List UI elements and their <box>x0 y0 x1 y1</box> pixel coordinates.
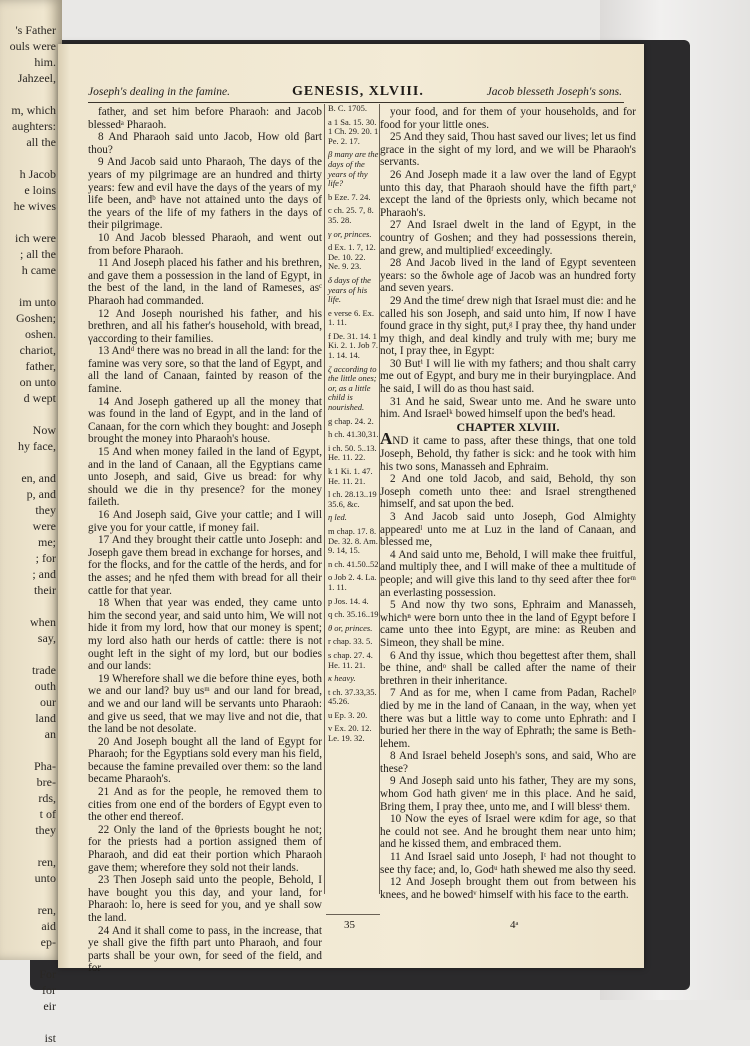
margin-reference: β many are the days of the years of thy life? <box>328 149 379 189</box>
left-page-fragment: d wept <box>23 391 56 405</box>
margin-reference: ζ according to the little ones; or, as a little child is nourished. <box>328 363 377 413</box>
left-page-fragment: land <box>35 711 56 725</box>
left-page-fragment: ich were <box>15 231 56 245</box>
margin-reference: γ or, princes. <box>328 228 372 239</box>
left-page-fragment: Goshen; <box>16 311 56 325</box>
verse-paragraph: 8 And Pharaoh said unto Jacob, How old βart thou? <box>88 131 322 156</box>
verse-paragraph: 17 And they brought their cattle unto Joseph: and Joseph gave them bread in exchange for horses, and for the flocks, and for the cattle of the herds, and for the asses; and he ηfed them with bread for all their cattle for that year. <box>88 534 322 597</box>
margin-reference: δ days of the years of his life. <box>328 274 371 305</box>
text-column-left <box>88 106 322 975</box>
left-page-fragment: bre- <box>36 775 56 789</box>
verse-paragraph: 10 Now the eyes of Israel were κdim for age, so that he could not see. And he brought them near unto him; and he kissed them, and embraced them. <box>380 813 636 851</box>
header-book-title: GENESIS, XLVIII. <box>292 84 424 99</box>
left-page-fragment: rds, <box>38 791 56 805</box>
margin-reference: f De. 31. 14. 1 Ki. 2. 1. Job 7. 1. 14. 14. <box>328 330 379 361</box>
left-page-fragment: ; for <box>35 551 56 565</box>
left-page-fragment: for <box>42 983 56 997</box>
left-page-fragment: m, which <box>11 103 56 117</box>
margin-reference: a 1 Sa. 15. 30. 1 Ch. 29. 20. 1 Pe. 2. 17. <box>328 116 379 146</box>
verse-paragraph: 20 And Joseph bought all the land of Egypt for Pharaoh; for the Egyptians sold every man his field, because the famine prevailed over them: so the land became Pharaoh's. <box>88 735 322 786</box>
left-page-fragment: chariot, <box>19 343 56 357</box>
margin-reference: d Ex. 1. 7, 12. De. 10. 22. Ne. 9. 23. <box>328 242 376 272</box>
verse-paragraph: 25 And they said, Thou hast saved our lives; let us find grace in the sight of my lord, and we will be Pharaoh's servants. <box>380 131 636 169</box>
margin-reference: B. C. 1705. <box>328 103 367 113</box>
margin-reference: g chap. 24. 2. <box>328 415 374 426</box>
left-page-fragment <box>0 150 62 166</box>
running-header <box>88 84 628 102</box>
left-page-fragment: all the <box>26 135 56 149</box>
left-page-fragment <box>0 886 62 902</box>
margin-reference: o Job 2. 4. La. 1. 11. <box>328 572 377 592</box>
verse-paragraph: 24 And it shall come to pass, in the increase, that ye shall give the fifth part unto Pharaoh, and four parts shall be your own, for seed of the field, and for <box>88 924 322 975</box>
left-page-fragment: they <box>35 823 56 837</box>
verse-paragraph: 10 And Jacob blessed Pharaoh, and went out from before Pharaoh. <box>88 231 322 257</box>
verse-paragraph: 7 And as for me, when I came from Padan, Rachelᵖ died by me in the land of Canaan, in the way, when yet there was but a little way to come unto Ephrath: and I buried her there in the way of Ephrath; the same is Beth-lehem. <box>380 687 636 750</box>
margin-reference: i ch. 50. 5..13. He. 11. 22. <box>328 442 377 463</box>
verse-paragraph: 16 And Joseph said, Give your cattle; and I will give you for your cattle, if money fail. <box>88 509 322 534</box>
verse-paragraph: 5 And now thy two sons, Ephraim and Manasseh, whichⁿ were born unto thee in the land of Egypt before I came unto thee into Egypt, are mine: as Reuben and Simeon, they shall be mine. <box>380 599 636 649</box>
verse-paragraph: 9 And Jacob said unto Pharaoh, The days of the years of my pilgrimage are an hundred and thirty years: few and evil have the days of the years of my life been, andᵇ have not attained unto the days of the years of the life of my fathers in the days of their pilgrimage. <box>88 156 322 232</box>
book-page <box>58 44 644 975</box>
verse-paragraph: 12 And Joseph brought them out from between his knees, and he bowedᵛ himself with his face to the earth. <box>380 876 636 901</box>
footer-rule <box>326 914 380 915</box>
left-page-fragment: h came <box>21 263 56 277</box>
left-page-fragment: Jahzeel, <box>17 71 56 85</box>
verse-paragraph: 31 And he said, Swear unto me. And he sware unto him. And Israelᵏ bowed himself upon the bed's head. <box>380 395 636 421</box>
margin-reference: l ch. 28.13..19 35.6, &c. <box>328 489 377 509</box>
left-page-fragment: For <box>39 967 56 981</box>
left-page-fragment: outh <box>34 679 56 693</box>
margin-reference: n ch. 41.50..52 <box>328 558 379 569</box>
left-page-fragment: he wives <box>13 199 56 213</box>
left-page-fragment: me; <box>38 535 56 549</box>
left-page-fragment: him. <box>34 55 56 69</box>
left-page-fragment: our <box>40 695 56 709</box>
left-page-fragment: were <box>32 519 56 533</box>
left-page-fragment: ; all the <box>20 247 56 261</box>
left-page-fragment: unto <box>34 871 56 885</box>
left-page-fragment <box>0 838 62 854</box>
header-right: Jacob blesseth Joseph's sons. <box>486 86 622 98</box>
left-page-fragment: eir <box>43 999 56 1013</box>
drop-initial: A <box>380 429 393 449</box>
left-page-fragment: ; and <box>32 567 56 581</box>
verse-paragraph <box>380 429 636 473</box>
left-page-fragment: ren, <box>37 903 56 917</box>
left-page-fragment: ren, <box>37 855 56 869</box>
verse-paragraph: 19 Wherefore shall we die before thine eyes, both we and our land? buy usᵐ and our land for bread, and we and our land will be servants unto Pharaoh: and give us seed, that we may live and not die, that the land be not desolate. <box>88 672 322 736</box>
margin-reference: h ch. 41.30,31. <box>328 429 379 440</box>
left-page-fragment: 's Father <box>15 23 56 37</box>
margin-reference: b Eze. 7. 24. <box>328 191 371 202</box>
verse-paragraph: 22 Only the land of the θpriests bought he not; for the priests had a portion assigned them of Pharaoh, and did eat their portion which Pharaoh gave them; wherefore they sold not their lands. <box>88 823 322 874</box>
verse-paragraph: 11 And Israel said unto Joseph, Iᵗ had not thought to see thy face; and, lo, Godᵘ hath shewed me also thy seed. <box>380 851 636 876</box>
left-page-fragment: h Jacob <box>19 167 56 181</box>
left-page-fragment: father, <box>25 359 56 373</box>
verse-paragraph: 28 And Jacob lived in the land of Egypt seventeen years: so the δwhole age of Jacob was an hundred forty and seven years. <box>380 257 636 295</box>
left-page-fragment: p, and <box>26 487 56 501</box>
verse-paragraph: 11 And Joseph placed his father and his brethren, and gave them a possession in the land of Egypt, in the best of the land, in the land of Rameses, asᶜ Pharaoh had commanded. <box>88 257 322 307</box>
margin-reference: p Jos. 14. 4. <box>328 595 369 606</box>
verse-paragraph: 14 And Joseph gathered up all the money that was found in the land of Egypt, and in the land of Canaan, for the corn which they bought: and Joseph brought the money into Pharaoh's house. <box>88 395 322 446</box>
margin-reference: k 1 Ki. 1. 47. He. 11. 21. <box>328 466 373 486</box>
left-page-fragment <box>0 742 62 758</box>
left-page-fragment: en, and <box>21 471 56 485</box>
verse-text: ND it came to pass, after these things, that one told Joseph, Behold, thy father is sick: and he took with him his two sons, Manasseh and Ephraim. <box>380 435 636 473</box>
left-page-fragment: trade <box>32 663 56 677</box>
reference-margin <box>324 104 380 894</box>
left-page-edge <box>0 0 62 1045</box>
left-page-fragment: ep- <box>40 935 56 949</box>
left-page-fragment: hy face, <box>18 439 56 453</box>
left-page-fragment: e loins <box>24 183 56 197</box>
margin-reference: s chap. 27. 4. He. 11. 21. <box>328 649 373 670</box>
verse-paragraph: your food, and for them of your households, and for food for your little ones. <box>380 106 636 131</box>
text-column-right <box>380 106 636 912</box>
page-number: 35 <box>344 919 355 931</box>
margin-reference: t ch. 37.33,35. 45.26. <box>328 686 377 707</box>
left-page-fragment: ist <box>44 1031 56 1045</box>
left-page-fragment: aughters: <box>12 119 56 133</box>
left-page-fragment: an <box>44 727 56 741</box>
margin-reference: u Ep. 3. 20. <box>328 709 368 720</box>
left-page-fragment <box>0 214 62 230</box>
left-page-fragment: Pha- <box>34 759 56 773</box>
left-page-fragment <box>0 950 62 966</box>
left-page-fragment: im unto <box>18 295 56 309</box>
left-page-fragment <box>0 598 62 614</box>
verse-paragraph: 2 And one told Jacob, and said, Behold, thy son Joseph cometh unto thee: and Israel strengthened himself, and sat upon the bed. <box>380 473 636 511</box>
margin-reference: η led. <box>328 512 347 523</box>
left-page-fragment: they <box>35 503 56 517</box>
left-page-fragment: Now <box>32 423 56 437</box>
verse-paragraph: 9 And Joseph said unto his father, They are my sons, whom God hath givenʳ me in this place. And he said, Bring them, I pray thee, unto me, and I will blessˢ them. <box>380 775 636 813</box>
margin-reference: m chap. 17. 8. De. 32. 8. Am. 9. 14, 15. <box>328 525 378 556</box>
header-left: Joseph's dealing in the famine. <box>88 86 231 98</box>
left-page-fragment: t of <box>39 807 56 821</box>
verse-paragraph: 29 And the timeᶠ drew nigh that Israel must die: and he called his son Joseph, and said unto him, If now I have found grace in thy sight, put,ᵍ I pray thee, thy hand under my thigh, and deal kindly and truly with me; bury me not, I pray thee, in Egypt: <box>380 294 636 358</box>
left-page-fragment <box>0 278 62 294</box>
margin-reference: θ or, princes. <box>328 622 373 633</box>
chapter-heading: CHAPTER XLVIII. <box>456 419 560 434</box>
margin-reference: q ch. 35.16..19 <box>328 609 379 620</box>
verse-paragraph: 12 And Joseph nourished his father, and his brethren, and all his father's household, with bread, γaccording to their families. <box>88 307 322 345</box>
left-page-fragment <box>0 1014 62 1030</box>
verse-paragraph: 15 And when money failed in the land of Egypt, and in the land of Canaan, all the Egyptians came unto Joseph, and said, Give us bread: for why should we die in thy presence? for the money faileth. <box>88 446 322 509</box>
left-page-fragment <box>0 646 62 662</box>
margin-reference: κ heavy. <box>328 673 356 684</box>
verse-paragraph: 23 Then Joseph said unto the people, Behold, I have bought you this day, and your land, for Pharaoh: lo, here is seed for you, and ye shall sow the land. <box>88 874 322 924</box>
margin-reference: e verse 6. Ex. 1. 11. <box>328 307 375 328</box>
verse-paragraph: father, and set him before Pharaoh: and Jacob blessedᵃ Pharaoh. <box>88 106 322 131</box>
printer-signature: 4ᵃ <box>510 919 519 931</box>
left-page-fragment: their <box>34 583 56 597</box>
margin-reference: v Ex. 20. 12. Le. 19. 32. <box>328 723 372 744</box>
left-page-fragment <box>0 406 62 422</box>
left-page-fragment: ouls were <box>9 39 56 53</box>
left-page-fragment: oshen. <box>25 327 56 341</box>
verse-paragraph: 27 And Israel dwelt in the land of Egypt, in the country of Goshen; and they had possessions therein, and grew, and multipliedᶠ exceedingly. <box>380 219 636 257</box>
verse-paragraph: 8 And Israel beheld Joseph's sons, and said, Who are these? <box>380 750 636 775</box>
left-page-fragment: on unto <box>19 375 56 389</box>
verse-paragraph: 26 And Joseph made it a law over the land of Egypt unto this day, that Pharaoh should have the fifth part,ᵉ except the land of the θpriests only, which became not Pharaoh's. <box>380 168 636 219</box>
margin-reference: c ch. 25. 7, 8. 35. 28. <box>328 205 374 225</box>
verse-paragraph: 4 And said unto me, Behold, I will make thee fruitful, and multiply thee, and I will make of thee a multitude of people; and will give this land to thy seed after thee forᵐ an everlasting possession. <box>380 548 636 599</box>
left-page-fragment <box>0 454 62 470</box>
verse-paragraph: 18 When that year was ended, they came unto him the second year, and said unto him, We will not hide it from my lord, how that our money is spent; my lord also hath our herds of cattle: there is not ought left in the sight of my lord, but our bodies and our lands: <box>88 597 322 673</box>
verse-paragraph: 21 And as for the people, he removed them to cities from one end of the borders of Egypt even to the other end thereof. <box>88 786 322 824</box>
verse-paragraph: 3 And Jacob said unto Joseph, God Almighty appearedˡ unto me at Luz in the land of Canaan, and blessed me, <box>380 511 636 549</box>
verse-paragraph: 13 Andᵈ there was no bread in all the land: for the famine was very sore, so that the land of Egypt, and all the land of Canaan, fainted by reason of the famine. <box>88 345 322 396</box>
left-page-fragment: when <box>30 615 56 629</box>
left-page-fragment: aid <box>41 919 56 933</box>
left-page-fragment <box>0 86 62 102</box>
verse-paragraph: 30 Butⁱ I will lie with my fathers; and thou shalt carry me out of Egypt, and bury me in their buryingplace. And he said, I will do as thou hast said. <box>380 357 636 396</box>
margin-reference: r chap. 33. 5. <box>328 636 373 647</box>
verse-paragraph: 6 And thy issue, which thou begettest after them, shall be thine, andᵒ shall be called after the name of their brethren in their inheritance. <box>380 649 636 687</box>
left-page-fragment: say, <box>37 631 56 645</box>
